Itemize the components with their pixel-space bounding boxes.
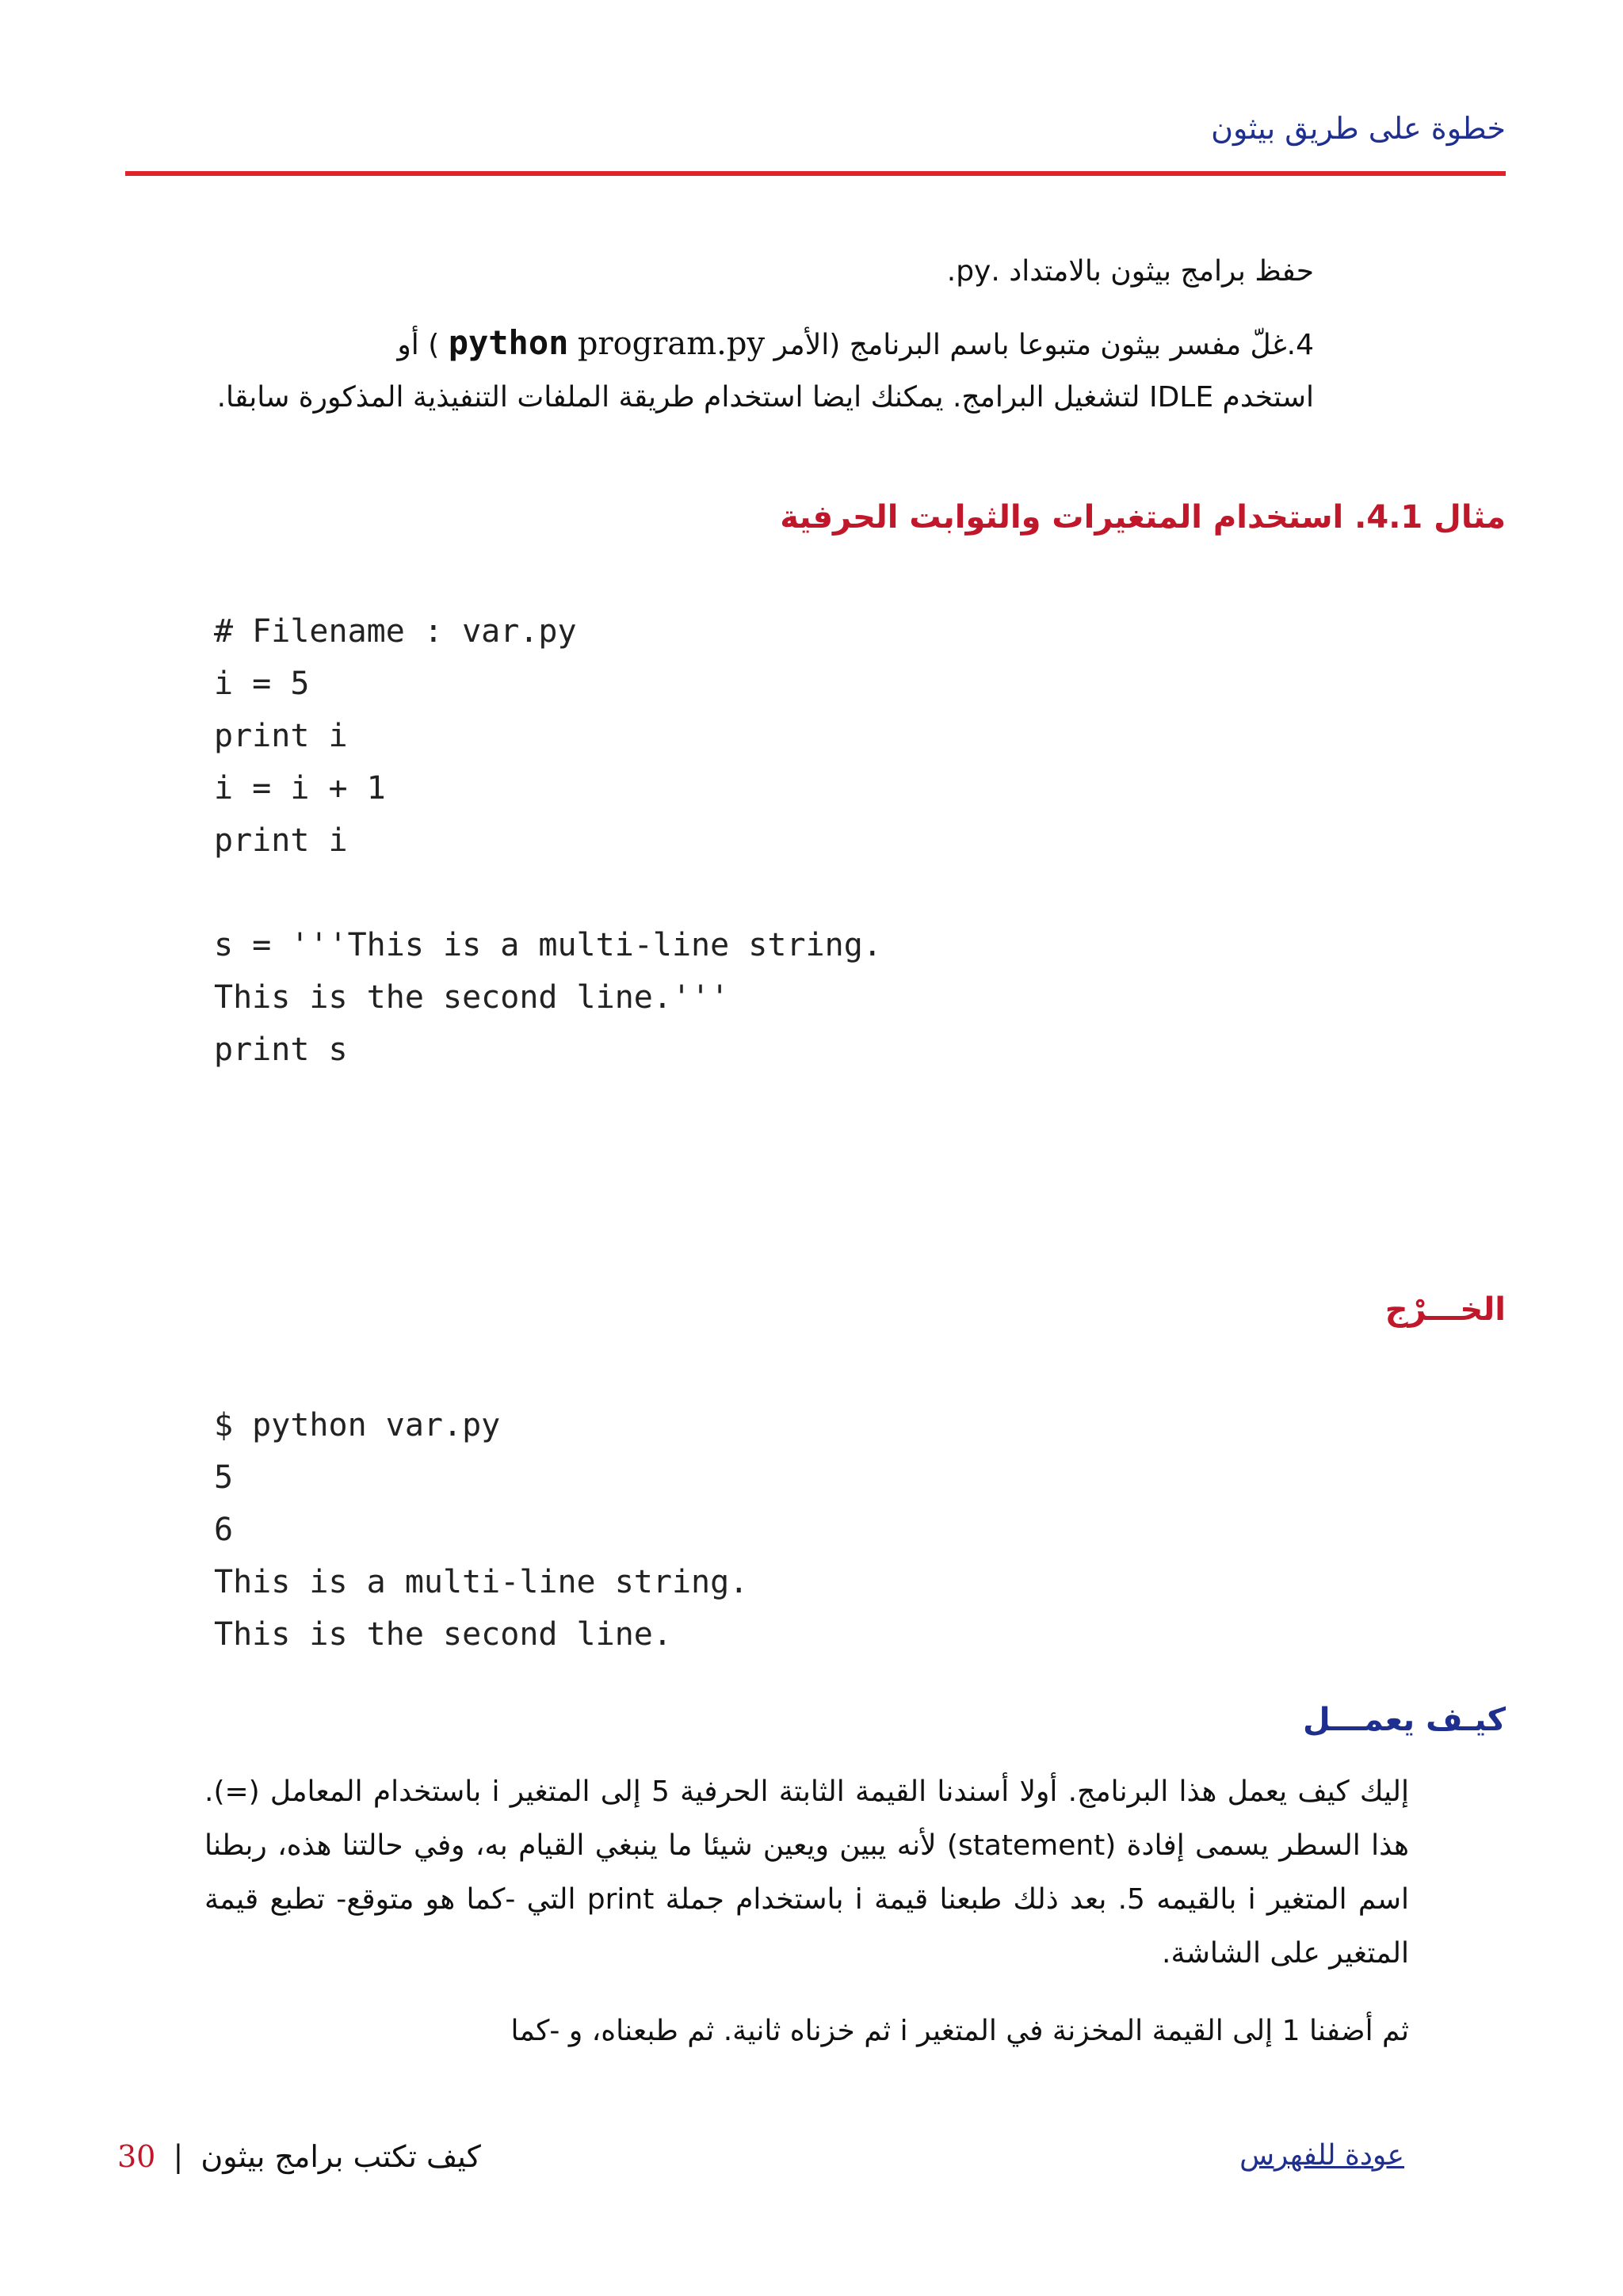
step-4-cmd-program: program.py (577, 326, 766, 362)
how-paragraph-1: إليك كيف يعمل هذا البرنامج. أولا أسندنا القيمة الثابتة الحرفية 5 إلى المتغير i باستخدام المعامل (=). هذا السطر يسمى إفادة (statement) لأنه يبين ويعين شيئا ما ينبغي القيام به، وفي حالتنا هذه، ربطنا اسم المتغير i بالقيمه 5. بعد ذلك طبعنا قيمة i باستخدام جملة print التي -كما هو متوقع- تطبع قيمة المتغير على الشاشة. (204, 1775, 1410, 1970)
output-heading: الخـــرْج (1384, 1291, 1506, 1328)
step-4-line-1 (397, 323, 1314, 362)
footer-divider: | (173, 2139, 184, 2174)
header-rule (125, 171, 1506, 176)
output-line: 5 (214, 1459, 234, 1496)
code-line: print s (214, 1032, 348, 1068)
footer-book-title: كيف تكتب برامج بيثون (200, 2139, 481, 2174)
step-4-rest: استخدم IDLE لتشغيل البرامج. يمكنك ايضا استخدام طريقة الملفات التنفيذية المذكورة سابقا. (216, 381, 1314, 414)
code-line: # Filename : var.py (214, 613, 577, 650)
code-line: print i (214, 822, 348, 859)
step-4-text: 4.غلّ مفسر بيثون متبوعا باسم البرنامج (الأمر (773, 329, 1314, 361)
code-line: print i (214, 718, 348, 754)
output-line: 6 (214, 1512, 234, 1548)
how-it-works-heading: كيـف يعمـــل (1303, 1702, 1506, 1738)
how-paragraph-2: ثم أضفنا 1 إلى القيمة المخزنة في المتغير i ثم خزناه ثانية. ثم طبعناه، و -كما (510, 2015, 1409, 2047)
code-line: i = 5 (214, 666, 310, 702)
step-4-cmd-python: python (448, 323, 569, 362)
running-header-title: خطوة على طريق بيثون (1211, 111, 1506, 146)
code-line: s = '''This is a multi-line string. (214, 927, 882, 963)
step-4-text-end: ) أو (397, 329, 440, 361)
output-line: $ python var.py (214, 1407, 501, 1444)
example-heading: مثال 4.1. استخدام المتغيرات والثوابت الحرفية (780, 499, 1506, 536)
code-line: i = i + 1 (214, 770, 386, 807)
step-save-py: حفظ برامج بيثون بالامتداد .py. (946, 255, 1314, 288)
code-line: This is the second line.''' (214, 979, 730, 1016)
output-line: This is the second line. (214, 1616, 672, 1653)
footer-page-info (117, 2139, 481, 2174)
page-number: 30 (117, 2139, 156, 2174)
back-to-index-link[interactable]: عودة للفهرس (1239, 2139, 1404, 2172)
output-line: This is a multi-line string. (214, 1564, 749, 1600)
